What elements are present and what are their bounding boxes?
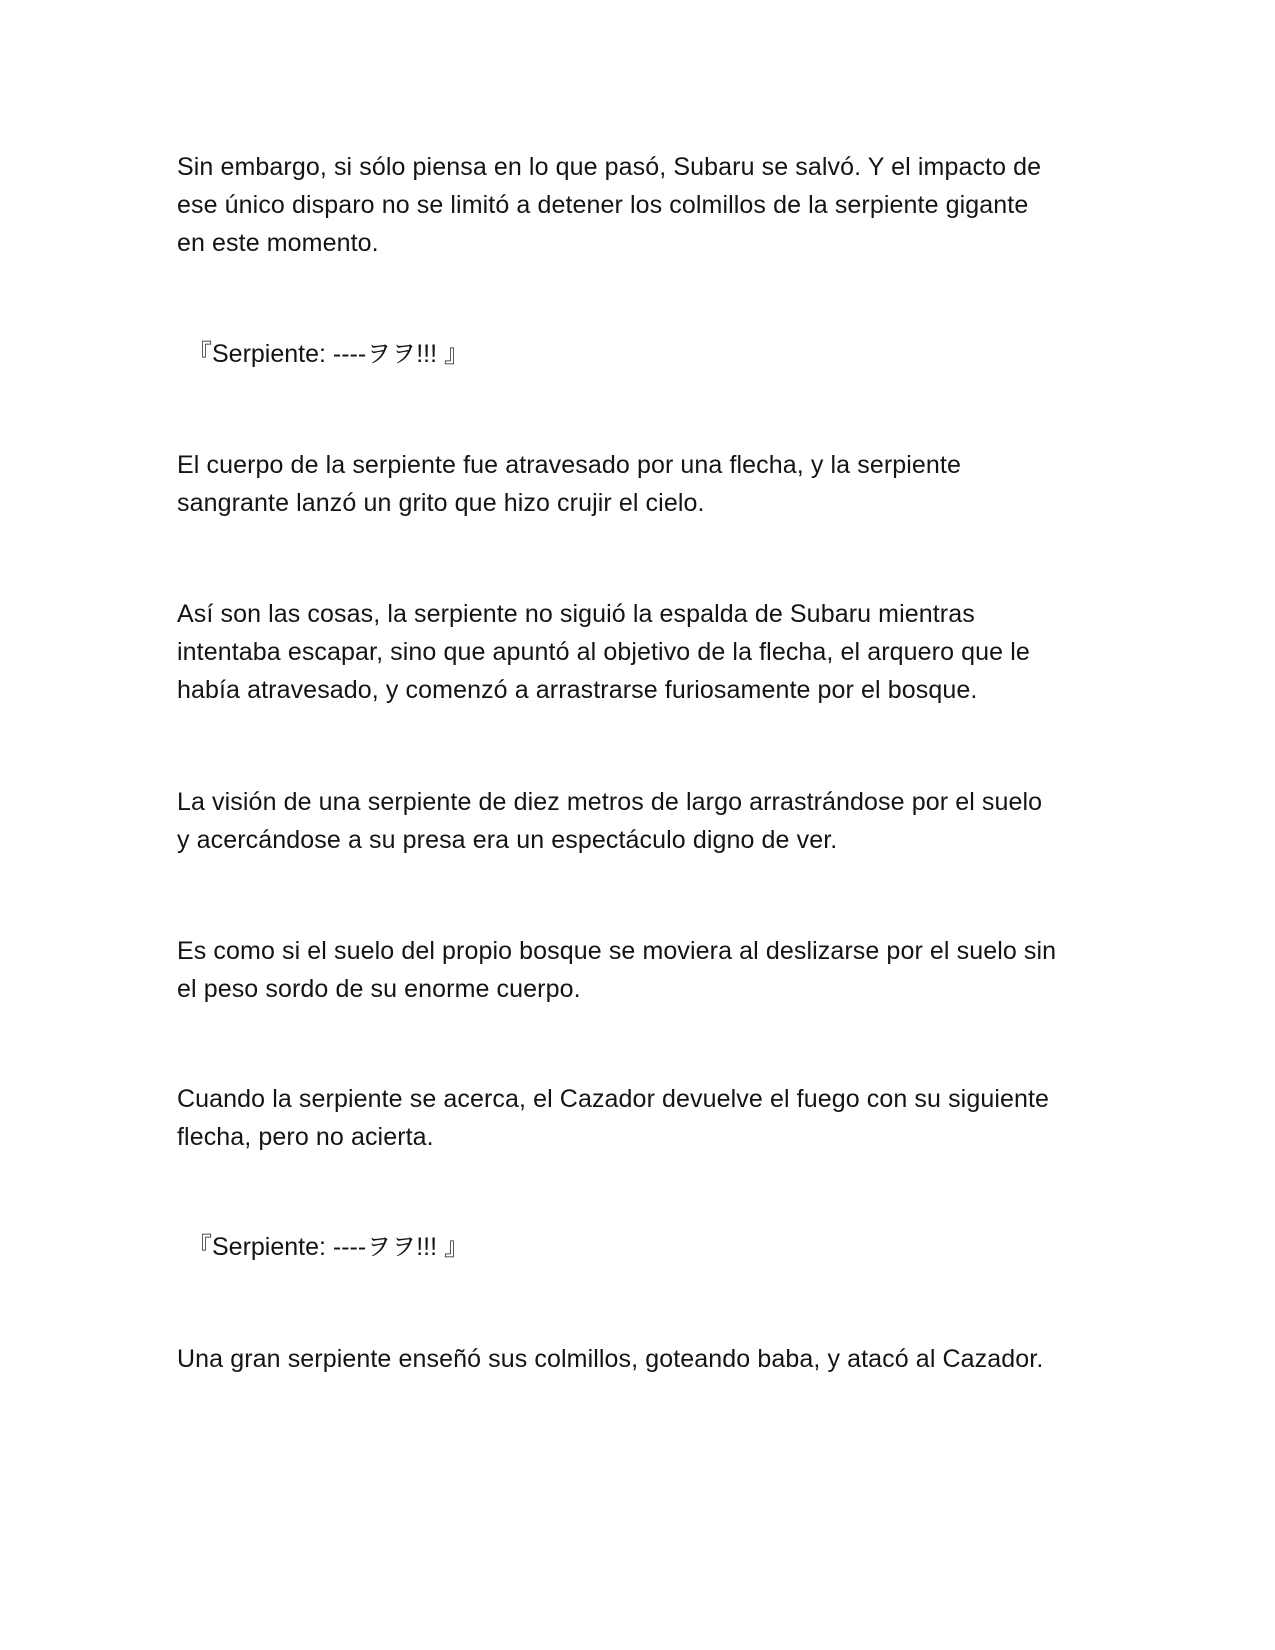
text-line: el peso sordo de su enorme cuerpo.	[177, 975, 581, 1003]
text-line: Una gran serpiente enseñó sus colmillos, goteando baba, y atacó al Cazador.	[177, 1345, 1044, 1373]
paragraph-2	[177, 446, 1097, 522]
paragraph-1	[177, 148, 1097, 262]
text-line: flecha, pero no acierta.	[177, 1123, 434, 1151]
text-line: 『Serpiente: ----ヲヲ!!! 』	[187, 340, 469, 368]
text-line: Así son las cosas, la serpiente no siguió la espalda de Subaru mientras	[177, 600, 975, 628]
text-line: sangrante lanzó un grito que hizo crujir el cielo.	[177, 489, 705, 517]
text-line: Es como si el suelo del propio bosque se moviera al deslizarse por el suelo sin	[177, 937, 1057, 965]
text-line: Cuando la serpiente se acerca, el Cazador devuelve el fuego con su siguiente	[177, 1085, 1050, 1113]
text-line: El cuerpo de la serpiente fue atravesado por una flecha, y la serpiente	[177, 451, 961, 479]
paragraph-7	[177, 1340, 1097, 1378]
text-line: ese único disparo no se limitó a detener los colmillos de la serpiente gigante	[177, 191, 1029, 219]
dialogue-line-1	[187, 335, 469, 373]
text-line: y acercándose a su presa era un espectáculo digno de ver.	[177, 826, 838, 854]
text-line: La visión de una serpiente de diez metros de largo arrastrándose por el suelo	[177, 788, 1043, 816]
text-line: había atravesado, y comenzó a arrastrarse furiosamente por el bosque.	[177, 676, 978, 704]
text-line: Sin embargo, si sólo piensa en lo que pasó, Subaru se salvó. Y el impacto de	[177, 153, 1042, 181]
paragraph-6	[177, 1080, 1097, 1156]
paragraph-3	[177, 595, 1097, 709]
text-line: 『Serpiente: ----ヲヲ!!! 』	[187, 1233, 469, 1261]
dialogue-line-2	[187, 1228, 469, 1266]
text-line: en este momento.	[177, 229, 379, 257]
paragraph-4	[177, 783, 1097, 859]
paragraph-5	[177, 932, 1097, 1008]
text-line: intentaba escapar, sino que apuntó al objetivo de la flecha, el arquero que le	[177, 638, 1030, 666]
